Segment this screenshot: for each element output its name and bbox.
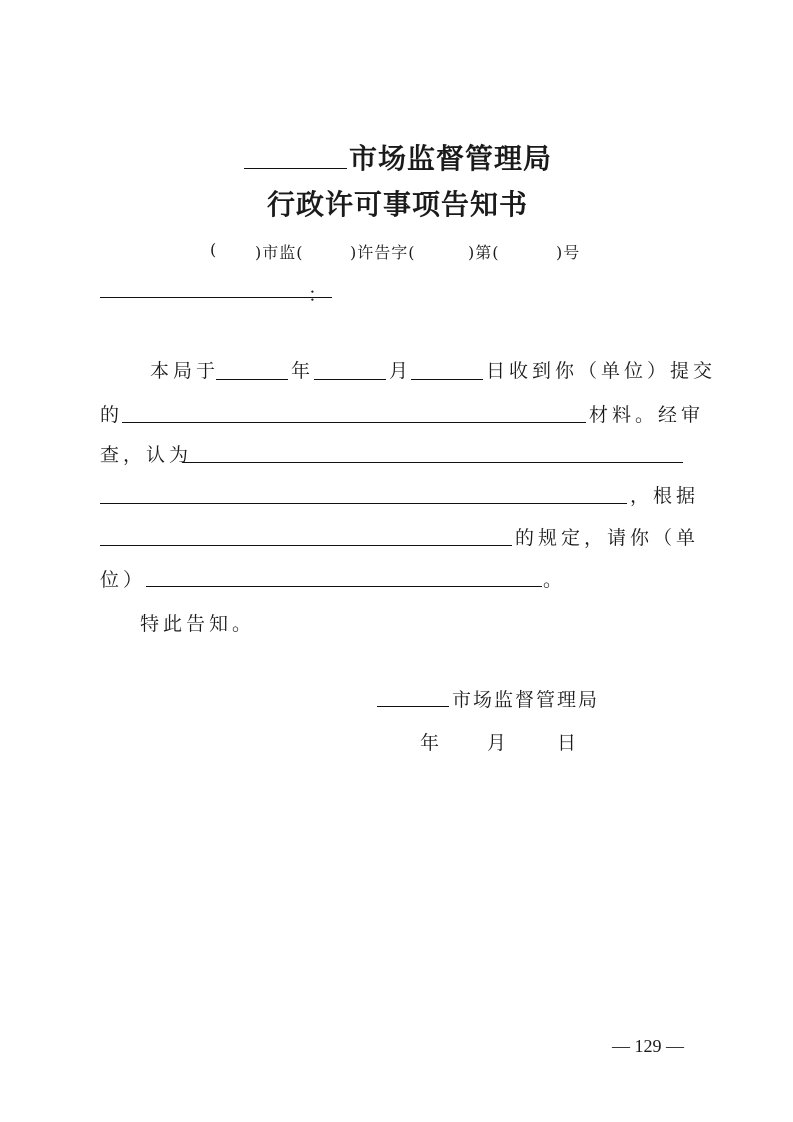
doc-number-seq: )第(: [468, 243, 500, 262]
document-title: 行政许可事项告知书: [267, 188, 529, 221]
received-day-blank[interactable]: [411, 379, 483, 380]
body-text-review: 查，认为: [100, 444, 193, 466]
body-text-submitted: 日收到你（单位）提交: [486, 360, 717, 382]
request-blank[interactable]: [146, 586, 542, 587]
signature-bureau-blank[interactable]: [377, 706, 449, 707]
body-text-materials: 材料。经审: [589, 404, 705, 426]
closing-text: 特此告知。: [140, 613, 256, 635]
month-label: 月: [389, 360, 413, 382]
materials-blank[interactable]: [122, 422, 586, 423]
doc-number-type: )许告字(: [350, 243, 416, 262]
received-month-blank[interactable]: [314, 379, 386, 380]
doc-number-city: )市监(: [255, 243, 304, 262]
signature-year: 年: [420, 732, 444, 754]
addressee-blank[interactable]: [100, 297, 332, 298]
body-text-of: 的: [100, 404, 124, 426]
review-opinion-blank-2[interactable]: [100, 503, 627, 504]
legal-basis-blank[interactable]: [100, 545, 512, 546]
year-label: 年: [291, 360, 315, 382]
body-text-period: 。: [543, 569, 567, 591]
bureau-title: 市场监督管理局: [349, 142, 553, 175]
body-text-unit: 位）: [100, 569, 147, 591]
received-year-blank[interactable]: [216, 379, 288, 380]
page-number: — 129 —: [612, 1036, 684, 1056]
doc-number-open: (: [210, 240, 218, 259]
bureau-name-blank[interactable]: [244, 168, 347, 169]
body-text-according: ，根据: [630, 485, 700, 507]
addressee-colon: ：: [308, 284, 332, 306]
body-text-received: 本局于: [150, 360, 220, 382]
review-opinion-blank-1[interactable]: [183, 462, 683, 463]
signature-day: 日: [557, 732, 581, 754]
signature-bureau: 市场监督管理局: [452, 689, 600, 711]
signature-month: 月: [487, 732, 511, 754]
doc-number-end: )号: [556, 243, 581, 262]
body-text-provisions: 的规定，请你（单: [515, 527, 700, 549]
